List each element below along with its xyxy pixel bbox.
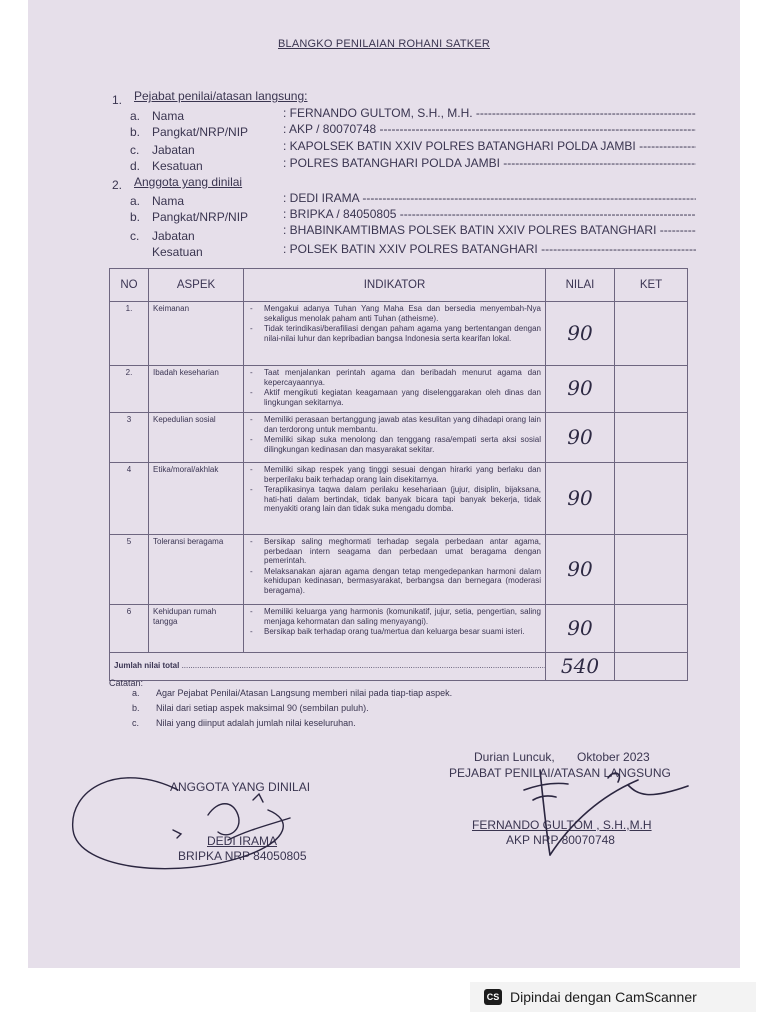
field-label: Jabatan bbox=[152, 143, 195, 157]
field-letter: b. bbox=[130, 125, 141, 139]
row-aspek: Etika/moral/akhlak bbox=[149, 463, 244, 535]
field-value-assessor-position: : KAPOLSEK BATIN XXIV POLRES BATANGHARI POLDA JAMBI ----- bbox=[283, 139, 696, 153]
row-no: 5 bbox=[110, 535, 149, 605]
indicator-item: - Taat menjalankan perintah agama dan beribadah menurut agama dan kepercayaannya. bbox=[248, 368, 541, 387]
indicator-item: - Memiliki sikap respek yang tinggi sesuai dengan hirarki yang berlaku dan berperilaku baik terhadap orang lain disekitarnya. bbox=[248, 465, 541, 484]
field-value-member-name: : DEDI IRAMA ----- bbox=[283, 191, 696, 205]
member-title: ANGGOTA YANG DINILAI bbox=[170, 780, 311, 794]
field-value-assessor-unit: : POLRES BATANGHARI POLDA JAMBI ----- bbox=[283, 156, 696, 170]
indicator-item: - Memiliki keluarga yang harmonis (komunikatif, jujur, setia, pengertian, saling menjaga kehormatan dan saling menyayangi). bbox=[248, 607, 541, 626]
assessor-title: PEJABAT PENILAI/ATASAN LANGSUNG bbox=[449, 766, 671, 780]
camscanner-logo-icon: CS bbox=[484, 989, 502, 1005]
field-letter: a. bbox=[130, 109, 141, 123]
indicator-item: - Teraplikasinya taqwa dalam perilaku kesehariaan (jujur, disiplin, bijaksana, hati-hati dalam bertindak, tidak banyak bicara tapi banyak bekerja, tidak menyakiti orang lain dan tidak suka mengadu domba. bbox=[248, 485, 541, 514]
row-nilai: 90 bbox=[546, 302, 615, 366]
note-text: Agar Pejabat Penilai/Atasan Langsung memberi nilai pada tiap-tiap aspek. bbox=[156, 688, 453, 698]
indicator-item: - Bersikap saling meghormati terhadap segala perbedaan antar agama, perbedaan intern seagama dan perbedaan umat beragama dengan pemerintah. bbox=[248, 537, 541, 566]
section2-number: 2. bbox=[112, 178, 123, 192]
field-letter: c. bbox=[130, 143, 140, 157]
field-value-member-rank: : BRIPKA / 84050805 ----- bbox=[283, 207, 696, 221]
total-label: Jumlah nilai total ..... bbox=[114, 661, 546, 670]
member-name: DEDI IRAMA bbox=[207, 834, 278, 848]
note-letter: c. bbox=[132, 718, 140, 728]
field-label: Kesatuan bbox=[152, 159, 203, 173]
indicator-item: - Memiliki sikap suka menolong dan tenggang rasa/empati serta aksi sosial dilingkungan kedinasan dan masyarakat sekitar. bbox=[248, 435, 541, 454]
row-nilai: 90 bbox=[546, 366, 615, 413]
header-ket: KET bbox=[615, 269, 688, 302]
camscanner-badge bbox=[470, 982, 756, 1012]
row-aspek: Kehidupan rumah tangga bbox=[149, 605, 244, 653]
row-aspek: Ibadah keseharian bbox=[149, 366, 244, 413]
field-label: Pangkat/NRP/NIP bbox=[152, 210, 249, 224]
document-title: BLANGKO PENILAIAN ROHANI SATKER bbox=[278, 38, 490, 50]
signatures-drawing bbox=[28, 0, 740, 968]
member-id: BRIPKA NRP 84050805 bbox=[178, 849, 307, 863]
section2-heading: Anggota yang dinilai bbox=[134, 175, 243, 189]
indicator-item: - Tidak terindikasi/berafiliasi dengan paham agama yang bertentangan dengan nilai-nilai luhur dan kepribadian bangsa Indonesia serta kearifan lokal. bbox=[248, 324, 541, 343]
header-no: NO bbox=[110, 269, 149, 302]
assessor-name: FERNANDO GULTOM , S.H.,M.H bbox=[472, 818, 652, 832]
row-no: 3 bbox=[110, 413, 149, 463]
row-aspek: Toleransi beragama bbox=[149, 535, 244, 605]
indicator-item: - Memiliki perasaan bertanggung jawab atas kesulitan yang dihadapi orang lain dan terdorong untuk membantu. bbox=[248, 415, 541, 434]
row-nilai: 90 bbox=[546, 413, 615, 463]
row-aspek: Keimanan bbox=[149, 302, 244, 366]
camscanner-text: Dipindai dengan CamScanner bbox=[510, 989, 697, 1005]
field-label: Nama bbox=[152, 194, 185, 208]
notes-title: Catatan: bbox=[109, 678, 144, 688]
note-text: Nilai yang diinput adalah jumlah nilai keseluruhan. bbox=[156, 718, 356, 728]
section1-number: 1. bbox=[112, 93, 123, 107]
field-value-member-position: : BHABINKAMTIBMAS POLSEK BATIN XXIV POLRES BATANGHARI ----- bbox=[283, 223, 696, 237]
note-text: Nilai dari setiap aspek maksimal 90 (sembilan puluh). bbox=[156, 703, 369, 713]
field-letter: d. bbox=[130, 159, 141, 173]
field-label: Pangkat/NRP/NIP bbox=[152, 125, 249, 139]
scanned-paper bbox=[28, 0, 740, 968]
row-no: 6 bbox=[110, 605, 149, 653]
field-value-member-unit: : POLSEK BATIN XXIV POLRES BATANGHARI ----- bbox=[283, 242, 696, 256]
section1-heading: Pejabat penilai/atasan langsung: bbox=[134, 89, 308, 103]
indicator-item: - Mengakui adanya Tuhan Yang Maha Esa dan bersedia menyembah-Nya sekaligus menolak paham anti Tuhan (atheisme). bbox=[248, 304, 541, 323]
assessor-signature bbox=[524, 770, 688, 855]
member-signature bbox=[73, 778, 290, 869]
indicator-item: - Aktif mengikuti kegiatan keagamaan yang diselenggarakan oleh dinas dan lingkungan sekitarnya. bbox=[248, 388, 541, 407]
signature-place: Durian Luncuk, bbox=[474, 750, 555, 764]
total-value: 540 bbox=[546, 653, 615, 681]
field-label: Jabatan bbox=[152, 229, 195, 243]
note-letter: b. bbox=[132, 703, 140, 713]
header-indikator: INDIKATOR bbox=[244, 269, 546, 302]
assessor-id: AKP NRP 80070748 bbox=[506, 833, 615, 847]
field-letter: b. bbox=[130, 210, 141, 224]
row-nilai: 90 bbox=[546, 463, 615, 535]
indicator-item: - Bersikap baik terhadap orang tua/mertua dan keluarga besar suami isteri. bbox=[248, 627, 541, 637]
row-no: 4 bbox=[110, 463, 149, 535]
row-nilai: 90 bbox=[546, 605, 615, 653]
field-letter: c. bbox=[130, 229, 140, 243]
row-nilai: 90 bbox=[546, 535, 615, 605]
field-value-assessor-rank: : AKP / 80070748 ----- bbox=[283, 122, 696, 136]
field-value-assessor-name: : FERNANDO GULTOM, S.H., M.H. ----- bbox=[283, 106, 696, 120]
row-aspek: Kepedulian sosial bbox=[149, 413, 244, 463]
note-letter: a. bbox=[132, 688, 140, 698]
field-letter: a. bbox=[130, 194, 141, 208]
header-aspek: ASPEK bbox=[149, 269, 244, 302]
field-label: Kesatuan bbox=[152, 245, 203, 259]
field-label: Nama bbox=[152, 109, 185, 123]
header-nilai: NILAI bbox=[546, 269, 615, 302]
row-no: 1. bbox=[110, 302, 149, 366]
signature-date: Oktober 2023 bbox=[577, 750, 650, 764]
indicator-item: - Melaksanakan ajaran agama dengan tetap mengedepankan harmoni dalam kehidupan kedinasan, bermasyarakat, berbangsa dan bernegara (moderasi beragama). bbox=[248, 567, 541, 596]
row-no: 2. bbox=[110, 366, 149, 413]
